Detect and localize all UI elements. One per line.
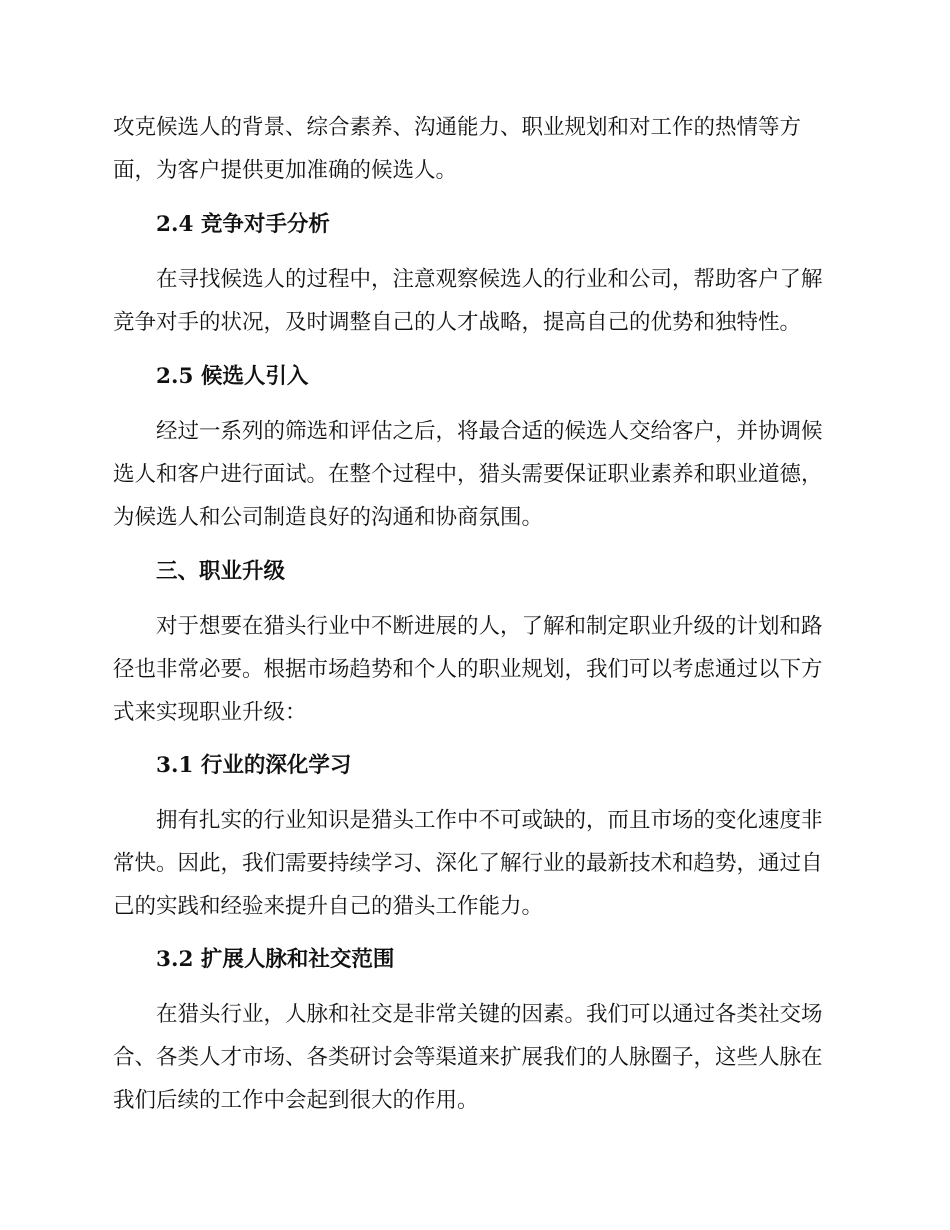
section-heading-2-5: 2.5 候选人引入 [156,364,309,389]
section-heading-2-4: 2.4 竞争对手分析 [156,212,330,237]
section-heading-3-1: 3.1 行业的深化学习 [156,753,352,778]
text-line: 在猎头行业，人脉和社交是非常关键的因素。我们可以通过各类社交场 [156,1002,823,1027]
paragraph-industry-learning [113,799,833,928]
paragraph-career-upgrade [113,605,833,734]
text-line: 面，为客户提供更加准确的候选人。 [113,158,458,183]
paragraph-candidate-introduction [113,410,833,539]
paragraph-continued [113,106,833,192]
text-line: 我们后续的工作中会起到很大的作用。 [113,1088,479,1113]
text-line: 经过一系列的筛选和评估之后，将最合适的候选人交给客户，并协调候 [156,419,823,444]
text-line: 在寻找候选人的过程中，注意观察候选人的行业和公司，帮助客户了解 [156,267,823,292]
paragraph-networking [113,993,833,1122]
text-line: 选人和客户进行面试。在整个过程中，猎头需要保证职业素养和职业道德， [113,462,823,487]
text-line: 己的实践和经验来提升自己的猎头工作能力。 [113,894,544,919]
text-line: 拥有扎实的行业知识是猎头工作中不可或缺的，而且市场的变化速度非 [156,808,823,833]
section-heading-3-2: 3.2 扩展人脉和社交范围 [156,947,395,972]
chapter-heading-3: 三、职业升级 [156,559,286,584]
text-line: 合、各类人才市场、各类研讨会等渠道来扩展我们的人脉圈子，这些人脉在 [113,1045,823,1070]
text-line: 竞争对手的状况，及时调整自己的人才战略，提高自己的优势和独特性。 [113,310,802,335]
paragraph-competitor-analysis [113,258,833,344]
text-line: 式来实现职业升级： [113,700,307,725]
text-line: 为候选人和公司制造良好的沟通和协商氛围。 [113,505,544,530]
text-line: 对于想要在猎头行业中不断进展的人，了解和制定职业升级的计划和路 [156,614,823,639]
text-line: 攻克候选人的背景、综合素养、沟通能力、职业规划和对工作的热情等方 [113,115,802,140]
text-line: 径也非常必要。根据市场趋势和个人的职业规划，我们可以考虑通过以下方 [113,657,823,682]
text-line: 常快。因此，我们需要持续学习、深化了解行业的最新技术和趋势，通过自 [113,851,823,876]
